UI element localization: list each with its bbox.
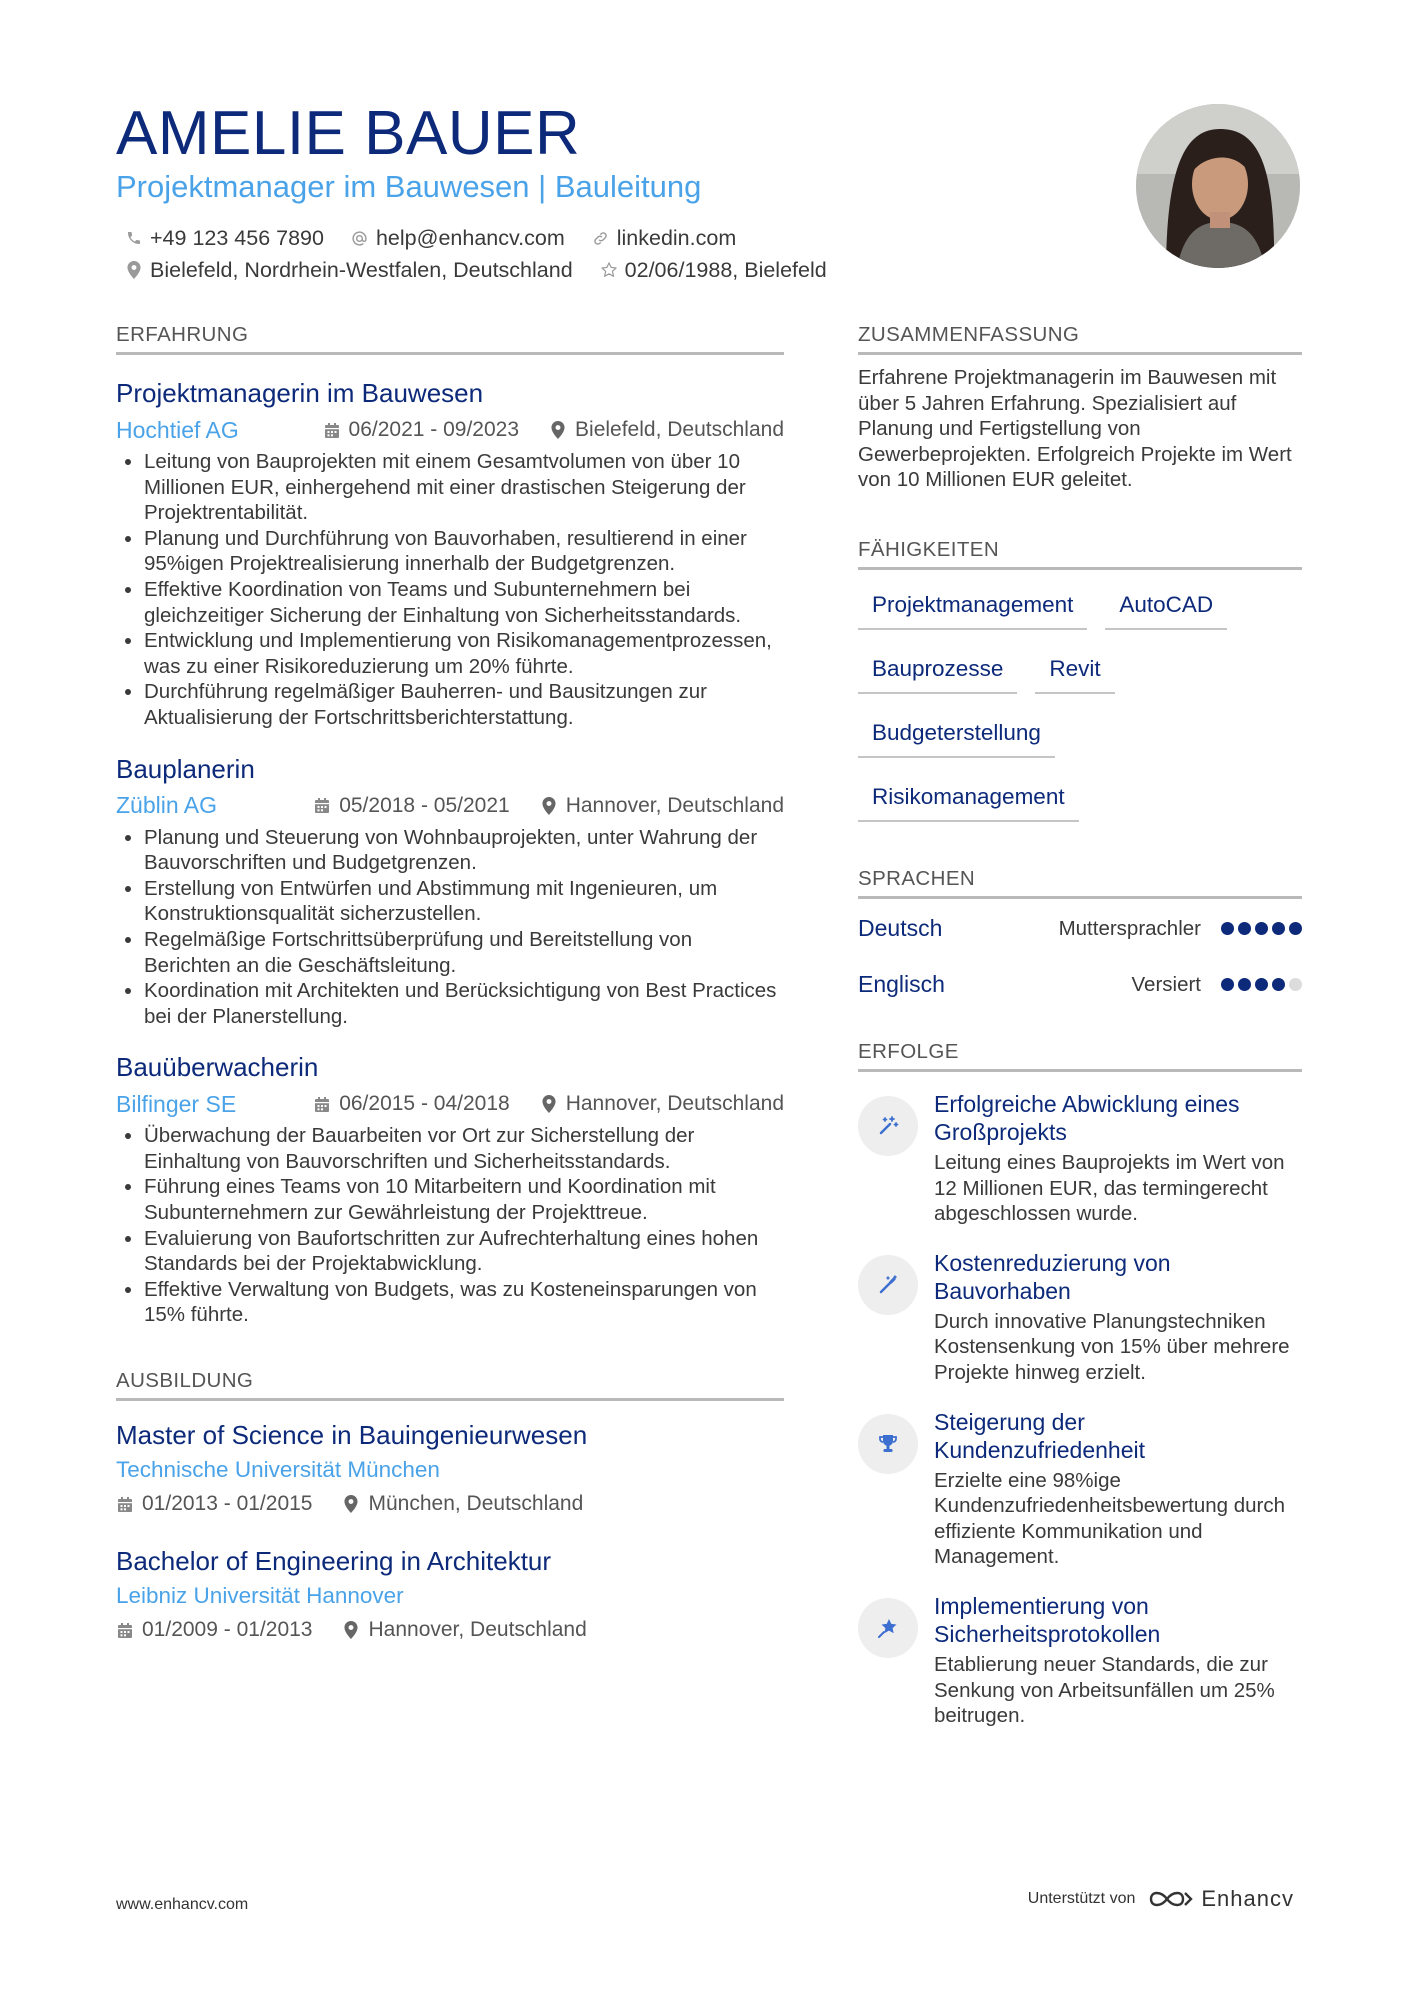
bullet-item: • Durchführung regelmäßiger Bauherren- und Bausitzungen zur Aktualisierung der Fortschrittsberichterstattung. [144, 679, 784, 730]
language-level: Muttersprachler [1058, 916, 1201, 940]
bullet-item: • Koordination mit Architekten und Berücksichtigung von Best Practices bei der Planerstellung. [144, 978, 784, 1029]
language-rating [1217, 978, 1302, 991]
job-dates: 05/2018 - 05/2021 [339, 793, 510, 817]
job-company: Züblin AG [116, 792, 217, 819]
rating-dot [1221, 922, 1234, 935]
contact-phone[interactable] [124, 222, 324, 254]
skill-tag: AutoCAD [1105, 584, 1227, 630]
achievement-desc: Durch innovative Planungstechniken Kostensenkung von 15% über mehrere Projekte hinweg erzielt. [934, 1309, 1290, 1384]
job-dates: 06/2021 - 09/2023 [348, 418, 520, 441]
achievement-item [858, 1090, 1302, 1227]
rating-dot [1238, 978, 1251, 991]
location-pin-icon [342, 1495, 360, 1513]
summary-heading: ZUSAMMENFASSUNG [858, 322, 1302, 355]
bullet-item: • Führung eines Teams von 10 Mitarbeitern und Koordination mit Subunternehmern zur Gewährleistung der Projekttreue. [144, 1174, 784, 1225]
email-text: help@enhancv.com [375, 226, 565, 250]
rating-dot [1289, 978, 1302, 991]
edu-degree: Master of Science in Bauingenieurwesen [116, 1420, 588, 1451]
rating-dot [1272, 922, 1285, 935]
job-bullets [116, 1123, 784, 1328]
achievement-title: Kostenreduzierung von Bauvorhaben [934, 1249, 1171, 1304]
edu-degree: Bachelor of Engineering in Architektur [116, 1546, 552, 1577]
language-name: Deutsch [858, 915, 943, 942]
calendar-icon [116, 1495, 134, 1513]
phone-text: +49 123 456 7890 [150, 226, 324, 250]
footer-branding[interactable] [1028, 1886, 1294, 1912]
skills-heading: FÄHIGKEITEN [858, 537, 1302, 570]
powered-by-text: Unterstützt von [1027, 1890, 1136, 1907]
achievement-desc: Leitung eines Bauprojekts im Wert von 12 Millionen EUR, das termingerecht abgeschlossen wurde. [934, 1150, 1285, 1226]
location-pin-icon [342, 1621, 360, 1639]
rating-dot [1255, 978, 1268, 991]
job-entry [116, 1051, 784, 1328]
bullet-item: • Überwachung der Bauarbeiten vor Ort zur Sicherstellung der Einhaltung von Bauvorschriften und Sicherheitsstandards. [144, 1123, 784, 1174]
calendar-icon [313, 797, 331, 815]
phone-icon [124, 228, 144, 248]
edu-dates: 01/2013 - 01/2015 [142, 1492, 313, 1516]
bullet-item: • Planung und Steuerung von Wohnbauprojekten, unter Wahrung der Bauvorschriften und Budgetgrenzen. [144, 825, 784, 876]
achievement-item [858, 1408, 1302, 1570]
location-pin-icon [124, 260, 144, 280]
skill-tag: Risikomanagement [858, 776, 1079, 822]
pen-icon [858, 1255, 918, 1315]
job-location: Hannover, Deutschland [565, 793, 784, 817]
linkedin-text: linkedin.com [616, 226, 737, 250]
achievement-item [858, 1249, 1302, 1386]
contact-email[interactable] [350, 222, 565, 254]
rating-dot [1255, 922, 1268, 935]
edu-location: Hannover, Deutschland [368, 1618, 587, 1642]
education-heading: AUSBILDUNG [116, 1368, 784, 1401]
job-bullets [116, 825, 784, 1030]
contact-birth [599, 254, 827, 286]
avatar [1136, 104, 1300, 268]
language-row [858, 901, 1302, 957]
language-level: Versiert [1131, 972, 1201, 996]
left-column [116, 322, 784, 1645]
at-icon [350, 228, 370, 248]
bullet-item: • Erstellung von Entwürfen und Abstimmung mit Ingenieuren, um Konstruktionsqualität sicherzustellen. [144, 876, 784, 927]
calendar-icon [116, 1621, 134, 1639]
star-icon [858, 1598, 918, 1658]
edu-location: München, Deutschland [368, 1492, 584, 1516]
calendar-icon [323, 421, 341, 439]
location-pin-icon [540, 797, 558, 815]
job-location: Bielefeld, Deutschland [575, 418, 784, 441]
achievement-item [858, 1592, 1302, 1729]
education-entry [116, 1419, 784, 1519]
education-entry [116, 1545, 784, 1645]
contact-linkedin[interactable] [591, 222, 737, 254]
job-dates: 06/2015 - 04/2018 [339, 1092, 510, 1116]
summary-text: Erfahrene Projektmanagerin im Bauwesen mit über 5 Jahren Erfahrung. Spezialisiert auf Planung und Fertigstellung von Gewerbeprojekten. Erfolgreich Projekte im Wert von 10 Millionen EUR geleitet. [858, 366, 1292, 492]
skill-tag: Bauprozesse [858, 648, 1017, 694]
bullet-item: • Effektive Koordination von Teams und Subunternehmern bei gleichzeitiger Sicherung der Einhaltung von Sicherheitsstandards. [144, 577, 784, 628]
edu-school: Technische Universität München [116, 1457, 440, 1483]
experience-heading: ERFAHRUNG [116, 322, 784, 355]
achievement-desc: Erzielte eine 98%ige Kundenzufriedenheitsbewertung durch effiziente Kommunikation und Management. [934, 1468, 1286, 1569]
skills-list [858, 584, 1302, 840]
rating-dot [1221, 978, 1234, 991]
rating-dot [1238, 922, 1251, 935]
job-title: Bauplanerin [116, 753, 255, 784]
link-icon [591, 228, 611, 248]
bullet-item: • Planung und Durchführung von Bauvorhaben, resultierend in einer 95%igen Projektrealisierung innerhalb der Budgetgrenzen. [144, 526, 784, 577]
skill-tag: Revit [1035, 648, 1114, 694]
calendar-icon [313, 1095, 331, 1113]
brand-name: Enhancv [1201, 1886, 1294, 1911]
achievement-desc: Etablierung neuer Standards, die zur Senkung von Arbeitsunfällen um 25% beitrugen. [934, 1652, 1275, 1728]
contact-location [124, 254, 573, 286]
achievement-title: Erfolgreiche Abwicklung eines Großprojekts [934, 1090, 1240, 1145]
edu-school: Leibniz Universität Hannover [116, 1583, 404, 1609]
rating-dot [1289, 922, 1302, 935]
star-outline-icon [599, 260, 619, 280]
language-name: Englisch [858, 971, 945, 998]
birth-text: 02/06/1988, Bielefeld [624, 258, 827, 282]
contact-info [124, 222, 853, 286]
achievements-heading: ERFOLGE [858, 1039, 1302, 1072]
trophy-icon [858, 1414, 918, 1474]
achievement-title: Implementierung von Sicherheitsprotokollen [934, 1592, 1161, 1647]
candidate-name: AMELIE BAUER [116, 99, 581, 168]
skill-tag: Projektmanagement [858, 584, 1087, 630]
language-rating [1217, 922, 1302, 935]
skill-tag: Budgeterstellung [858, 712, 1055, 758]
job-bullets [116, 449, 784, 731]
bullet-item: • Entwicklung und Implementierung von Risikomanagementprozessen, was zu einer Risikoreduzierung um 20% führte. [144, 628, 784, 679]
bullet-item: • Effektive Verwaltung von Budgets, was zu Kosteneinsparungen von 15% führte. [144, 1277, 784, 1328]
candidate-title: Projektmanager im Bauwesen | Bauleitung [116, 169, 702, 204]
rating-dot [1272, 978, 1285, 991]
achievement-title: Steigerung der Kundenzufriedenheit [934, 1408, 1145, 1463]
bullet-item: • Evaluierung von Baufortschritten zur Aufrechterhaltung eines hohen Standards bei der Projektabwicklung. [144, 1226, 784, 1277]
bullet-item: • Leitung von Bauprojekten mit einem Gesamtvolumen von über 10 Millionen EUR, einhergehend mit einer drastischen Steigerung der Projektrentabilität. [144, 449, 784, 526]
languages-heading: SPRACHEN [858, 866, 1302, 899]
job-title: Projektmanagerin im Bauwesen [116, 378, 484, 408]
job-title: Bauüberwacherin [116, 1052, 319, 1083]
magic-wand-icon [858, 1096, 918, 1156]
language-row [858, 957, 1302, 1013]
location-pin-icon [540, 1095, 558, 1113]
bullet-item: • Regelmäßige Fortschrittsüberprüfung und Bereitstellung von Berichten an die Geschäftsleitung. [144, 927, 784, 978]
location-pin-icon [549, 421, 567, 439]
edu-dates: 01/2009 - 01/2013 [142, 1618, 313, 1642]
job-location: Hannover, Deutschland [565, 1092, 784, 1116]
job-entry [116, 753, 784, 1030]
job-entry [116, 377, 784, 731]
job-company: Hochtief AG [116, 416, 239, 443]
job-company: Bilfinger SE [116, 1090, 237, 1117]
enhancv-logo-icon [1147, 1887, 1193, 1911]
footer-website[interactable]: www.enhancv.com [116, 1896, 249, 1913]
right-column [858, 322, 1302, 1729]
location-text: Bielefeld, Nordrhein-Westfalen, Deutschland [150, 258, 573, 282]
